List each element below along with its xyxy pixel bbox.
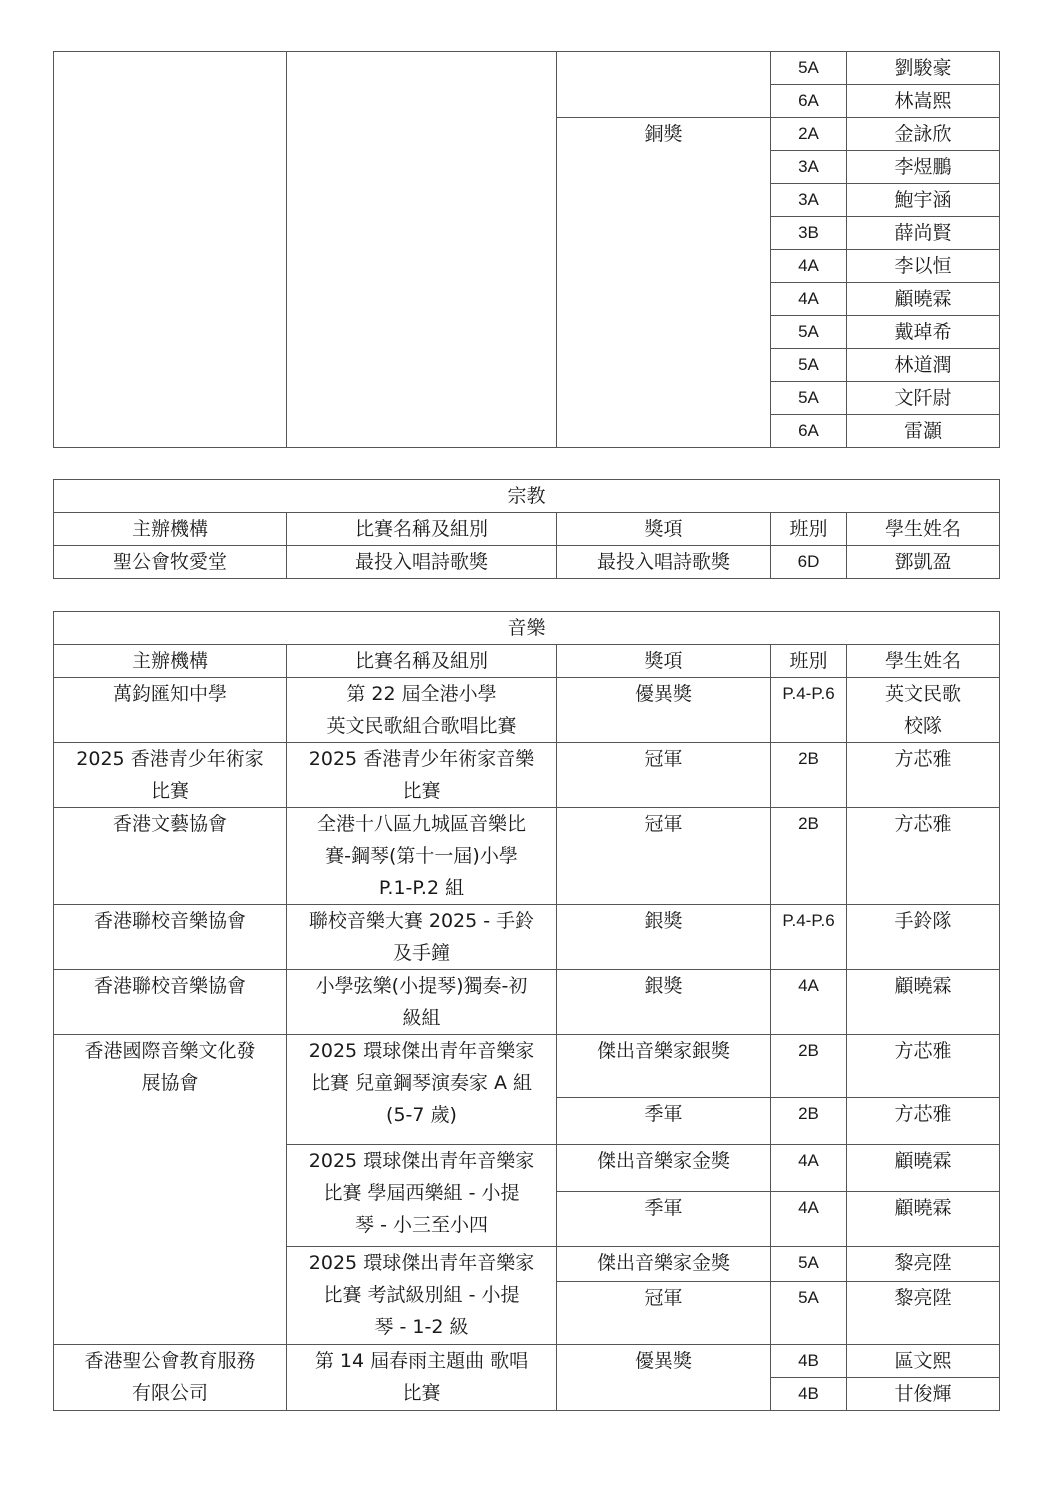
award-cell: 傑出音樂家銀獎 [557,1035,771,1098]
class-cell: 2B [771,808,847,905]
class-cell: 3A [771,151,847,184]
class-cell: 6D [771,546,847,579]
class-cell: 5A [771,382,847,415]
header-competition: 比賽名稱及組別 [287,513,557,546]
student-cell: 顧曉霖 [847,1145,1000,1192]
student-cell: 區文熙 [847,1345,1000,1378]
organizer-cell: 2025 香港青少年術家 比賽 [54,743,287,808]
competition-cell: 2025 環球傑出青年音樂家 比賽 考試級別組 - 小提 琴 - 1-2 級 [287,1247,557,1345]
student-cell: 顧曉霖 [847,970,1000,1035]
student-cell: 黎亮陞 [847,1247,1000,1282]
award-cell: 冠軍 [557,808,771,905]
competition-cell: 聯校音樂大賽 2025 - 手鈴 及手鐘 [287,905,557,970]
award-cell: 季軍 [557,1098,771,1145]
class-cell: 5A [771,1247,847,1282]
music-table [53,611,1000,1411]
header-student: 學生姓名 [847,645,1000,678]
class-cell: 6A [771,85,847,118]
student-cell: 英文民歌 校隊 [847,678,1000,743]
student-cell: 李煜鵬 [847,151,1000,184]
header-award: 獎項 [557,513,771,546]
student-cell: 李以恒 [847,250,1000,283]
organizer-cell: 香港國際音樂文化發 展協會 [54,1035,287,1345]
competition-cell: 第 22 屆全港小學 英文民歌組合歌唱比賽 [287,678,557,743]
class-cell: 4A [771,250,847,283]
religion-title: 宗教 [54,480,1000,513]
header-class: 班別 [771,645,847,678]
student-cell: 鮑宇涵 [847,184,1000,217]
class-cell: 2A [771,118,847,151]
music-title: 音樂 [54,612,1000,645]
competition-cell: 全港十八區九城區音樂比 賽-鋼琴(第十一屆)小學 P.1-P.2 組 [287,808,557,905]
table-row [54,546,1000,579]
header-student: 學生姓名 [847,513,1000,546]
student-cell: 劉駿豪 [847,52,1000,85]
header-award: 獎項 [557,645,771,678]
student-cell: 鄧凱盈 [847,546,1000,579]
student-cell: 文阡尉 [847,382,1000,415]
competition-cell [287,52,557,448]
religion-table [53,479,1000,579]
award-cell: 優異獎 [557,678,771,743]
organizer-cell: 香港聯校音樂協會 [54,970,287,1035]
organizer-cell: 香港聯校音樂協會 [54,905,287,970]
student-cell: 手鈴隊 [847,905,1000,970]
award-cell: 銀獎 [557,905,771,970]
student-cell: 薛尚賢 [847,217,1000,250]
class-cell: P.4-P.6 [771,905,847,970]
award-cell: 優異獎 [557,1345,771,1411]
header-organizer: 主辦機構 [54,645,287,678]
competition-cell: 小學弦樂(小提琴)獨奏-初 級組 [287,970,557,1035]
award-cell [557,52,771,118]
competition-cell: 2025 香港青少年術家音樂 比賽 [287,743,557,808]
class-cell: 2B [771,1098,847,1145]
competition-cell: 2025 環球傑出青年音樂家 比賽 兒童鋼琴演奏家 A 組 (5-7 歲) [287,1035,557,1145]
award-cell: 銀獎 [557,970,771,1035]
header-class: 班別 [771,513,847,546]
organizer-cell: 香港聖公會教育服務 有限公司 [54,1345,287,1411]
table-row [54,808,1000,905]
table-row [54,1345,1000,1378]
student-cell: 方芯雅 [847,1035,1000,1098]
award-cell: 冠軍 [557,743,771,808]
student-cell: 林道潤 [847,349,1000,382]
class-cell: 5A [771,349,847,382]
award-cell: 傑出音樂家金獎 [557,1145,771,1192]
continued-awards-table [53,51,1000,448]
organizer-cell [54,52,287,448]
class-cell: 5A [771,1282,847,1345]
class-cell: 3A [771,184,847,217]
class-cell: 2B [771,743,847,808]
class-cell: 4A [771,1145,847,1192]
student-cell: 黎亮陞 [847,1282,1000,1345]
award-cell: 冠軍 [557,1282,771,1345]
award-cell: 銅獎 [557,118,771,448]
class-cell: 3B [771,217,847,250]
student-cell: 方芯雅 [847,1098,1000,1145]
class-cell: 5A [771,52,847,85]
class-cell: 2B [771,1035,847,1098]
class-cell: 5A [771,316,847,349]
student-cell: 林嵩熙 [847,85,1000,118]
class-cell: 4A [771,970,847,1035]
organizer-cell: 萬鈞匯知中學 [54,678,287,743]
table-row [54,52,1000,85]
organizer-cell: 聖公會牧愛堂 [54,546,287,579]
table-row [54,970,1000,1035]
table-row [54,678,1000,743]
award-cell: 季軍 [557,1192,771,1247]
competition-cell: 最投入唱詩歌獎 [287,546,557,579]
student-cell: 方芯雅 [847,743,1000,808]
student-cell: 雷灝 [847,415,1000,448]
class-cell: P.4-P.6 [771,678,847,743]
table-row [54,1035,1000,1098]
class-cell: 4B [771,1378,847,1411]
table-row [54,743,1000,808]
student-cell: 顧曉霖 [847,1192,1000,1247]
student-cell: 戴琸希 [847,316,1000,349]
student-cell: 甘俊輝 [847,1378,1000,1411]
award-cell: 最投入唱詩歌獎 [557,546,771,579]
class-cell: 6A [771,415,847,448]
class-cell: 4B [771,1345,847,1378]
student-cell: 顧曉霖 [847,283,1000,316]
table-row [54,905,1000,970]
award-cell: 傑出音樂家金獎 [557,1247,771,1282]
header-organizer: 主辦機構 [54,513,287,546]
class-cell: 4A [771,283,847,316]
student-cell: 金詠欣 [847,118,1000,151]
class-cell: 4A [771,1192,847,1247]
competition-cell: 2025 環球傑出青年音樂家 比賽 學屆西樂組 - 小提 琴 - 小三至小四 [287,1145,557,1247]
header-competition: 比賽名稱及組別 [287,645,557,678]
competition-cell: 第 14 屆春雨主題曲 歌唱 比賽 [287,1345,557,1411]
organizer-cell: 香港文藝協會 [54,808,287,905]
student-cell: 方芯雅 [847,808,1000,905]
